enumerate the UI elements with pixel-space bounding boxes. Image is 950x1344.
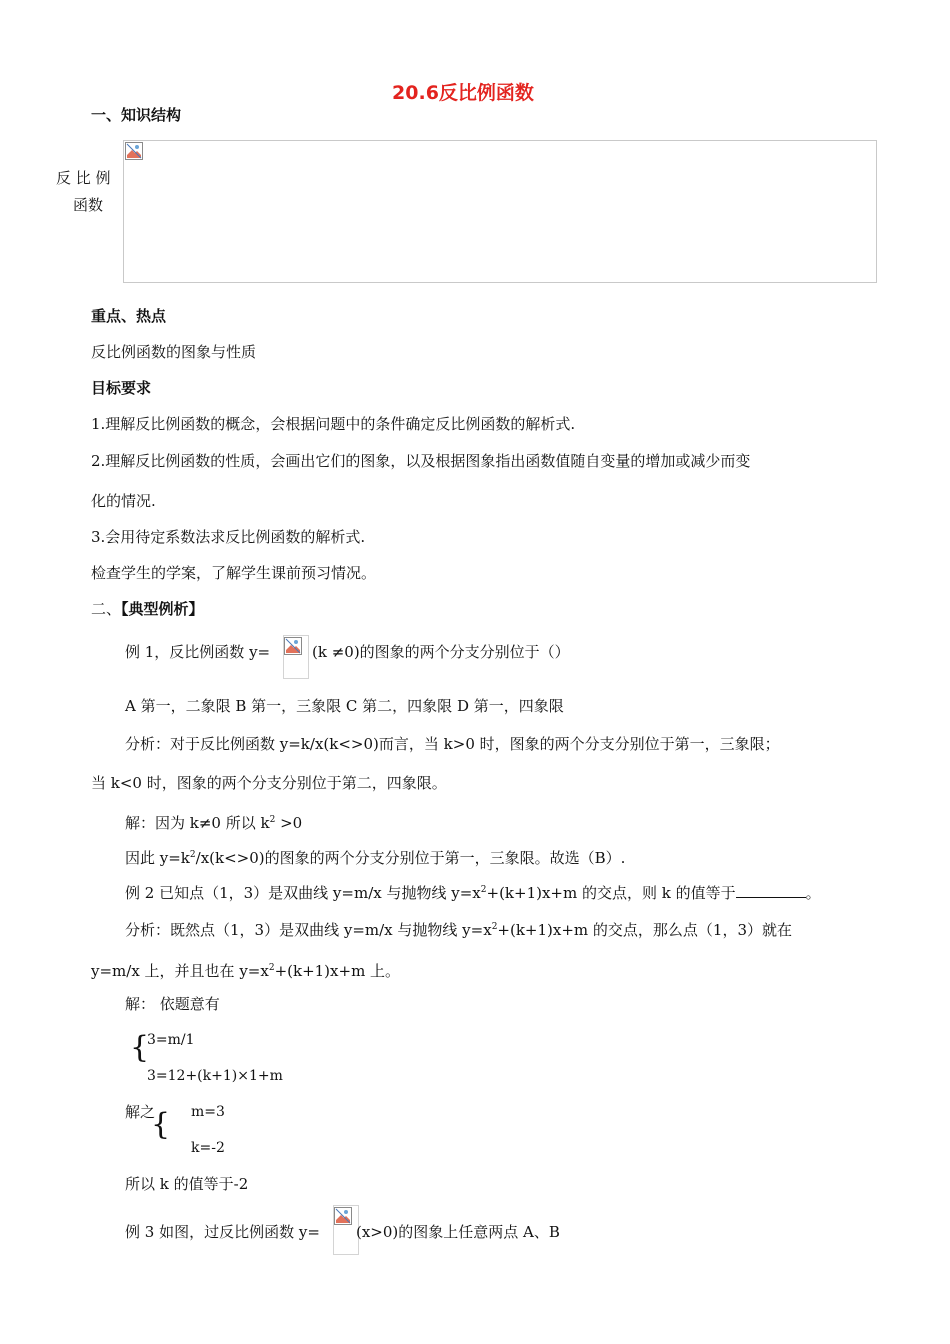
question-text: 例 2 已知点（1，3）是双曲线 y=m/x 与抛物线 y=x (125, 884, 481, 902)
broken-image-icon (125, 142, 143, 160)
solution-system-brace: { (151, 1107, 171, 1142)
solution-text: 解：因为 k≠0 所以 k (125, 814, 270, 832)
example2-result: 所以 k 的值等于-2 (125, 1175, 249, 1193)
superscript: 2 (189, 850, 196, 860)
equation-1: 3=m/1 (147, 1032, 195, 1048)
example1-options: A 第一，二象限 B 第一，三象限 C 第二，四象限 D 第一，四象限 (125, 697, 564, 715)
knowledge-structure-image-frame (123, 140, 877, 283)
check-text: 检查学生的学案，了解学生课前预习情况。 (91, 564, 377, 582)
example1-analysis-line1: 分析：对于反比例函数 y=k/x(k<>0)而言，当 k>0 时，图象的两个分支分别位于第一，三象限； (125, 735, 780, 753)
goal-item-3: 3.会用待定系数法求反比例函数的解析式. (91, 528, 366, 546)
superscript: 2 (480, 885, 487, 895)
goal-item-2: 2.理解反比例函数的性质，会画出它们的图象，以及根据图象指出函数值随自变量的增加或减少而变 (91, 452, 751, 470)
structure-label-line2: 函数 (73, 196, 104, 214)
superscript: 2 (268, 963, 275, 973)
analysis-text: 分析：既然点（1，3）是双曲线 y=m/x 与抛物线 y=x (125, 921, 492, 939)
equation-system-brace: { (130, 1030, 150, 1065)
solution-text-end: >0 (275, 814, 303, 832)
equation-2: 3=12+(k+1)×1+m (147, 1068, 283, 1084)
section-number: 二、 (91, 600, 122, 618)
broken-image-icon (284, 637, 302, 655)
structure-label-line1: 反 比 例 (56, 169, 111, 187)
broken-image-icon (334, 1207, 352, 1225)
example1-prefix: 例 1，反比例函数 y= (125, 643, 271, 661)
answer-blank (736, 882, 806, 898)
question-end: 。 (805, 884, 821, 902)
page-title: 20.6反比例函数 (392, 82, 534, 104)
example1-conclusion (125, 845, 625, 868)
conclusion-text: 因此 y=k (125, 849, 190, 867)
goal-item-2-continued: 化的情况. (91, 492, 156, 510)
analysis-text-end: +(k+1)x+m 上。 (274, 962, 401, 980)
goals-heading: 目标要求 (91, 379, 152, 397)
solution-2: k=-2 (191, 1140, 225, 1156)
section-heading-knowledge-structure: 一、知识结构 (91, 106, 182, 124)
example3-suffix: (x>0)的图象上任意两点 A、B (356, 1223, 560, 1241)
example2-solution-intro: 解： 依题意有 (125, 995, 220, 1013)
example1-analysis-line2: 当 k<0 时，图象的两个分支分别位于第二，四象限。 (91, 774, 447, 792)
goal-item-1: 1.理解反比例函数的概念，会根据问题中的条件确定反比例函数的解析式. (91, 415, 576, 433)
section-title: 【典型例析】 (121, 600, 204, 618)
section-heading-examples (91, 599, 204, 619)
superscript: 2 (269, 815, 276, 825)
example1-solution (125, 810, 302, 833)
keypoints-heading: 重点、热点 (91, 307, 167, 325)
example2-analysis-line1 (125, 917, 792, 940)
example3-prefix: 例 3 如图，过反比例函数 y= (125, 1223, 320, 1241)
example2-analysis-line2 (91, 958, 400, 981)
conclusion-text-end: /x(k<>0)的图象的两个分支分别位于第一，三象限。故选（B）. (195, 849, 626, 867)
solution-1: m=3 (191, 1104, 225, 1120)
analysis-text-end: +(k+1)x+m 的交点，那么点（1，3）就在 (497, 921, 793, 939)
question-text-end: +(k+1)x+m 的交点，则 k 的值等于 (486, 884, 736, 902)
example1-suffix: (k ≠0)的图象的两个分支分别位于（） (312, 643, 570, 661)
analysis-text: y=m/x 上，并且也在 y=x (91, 962, 269, 980)
superscript: 2 (491, 922, 498, 932)
keypoints-text: 反比例函数的图象与性质 (91, 343, 257, 361)
example2-question (125, 880, 821, 903)
solve-label: 解之 (125, 1103, 156, 1121)
